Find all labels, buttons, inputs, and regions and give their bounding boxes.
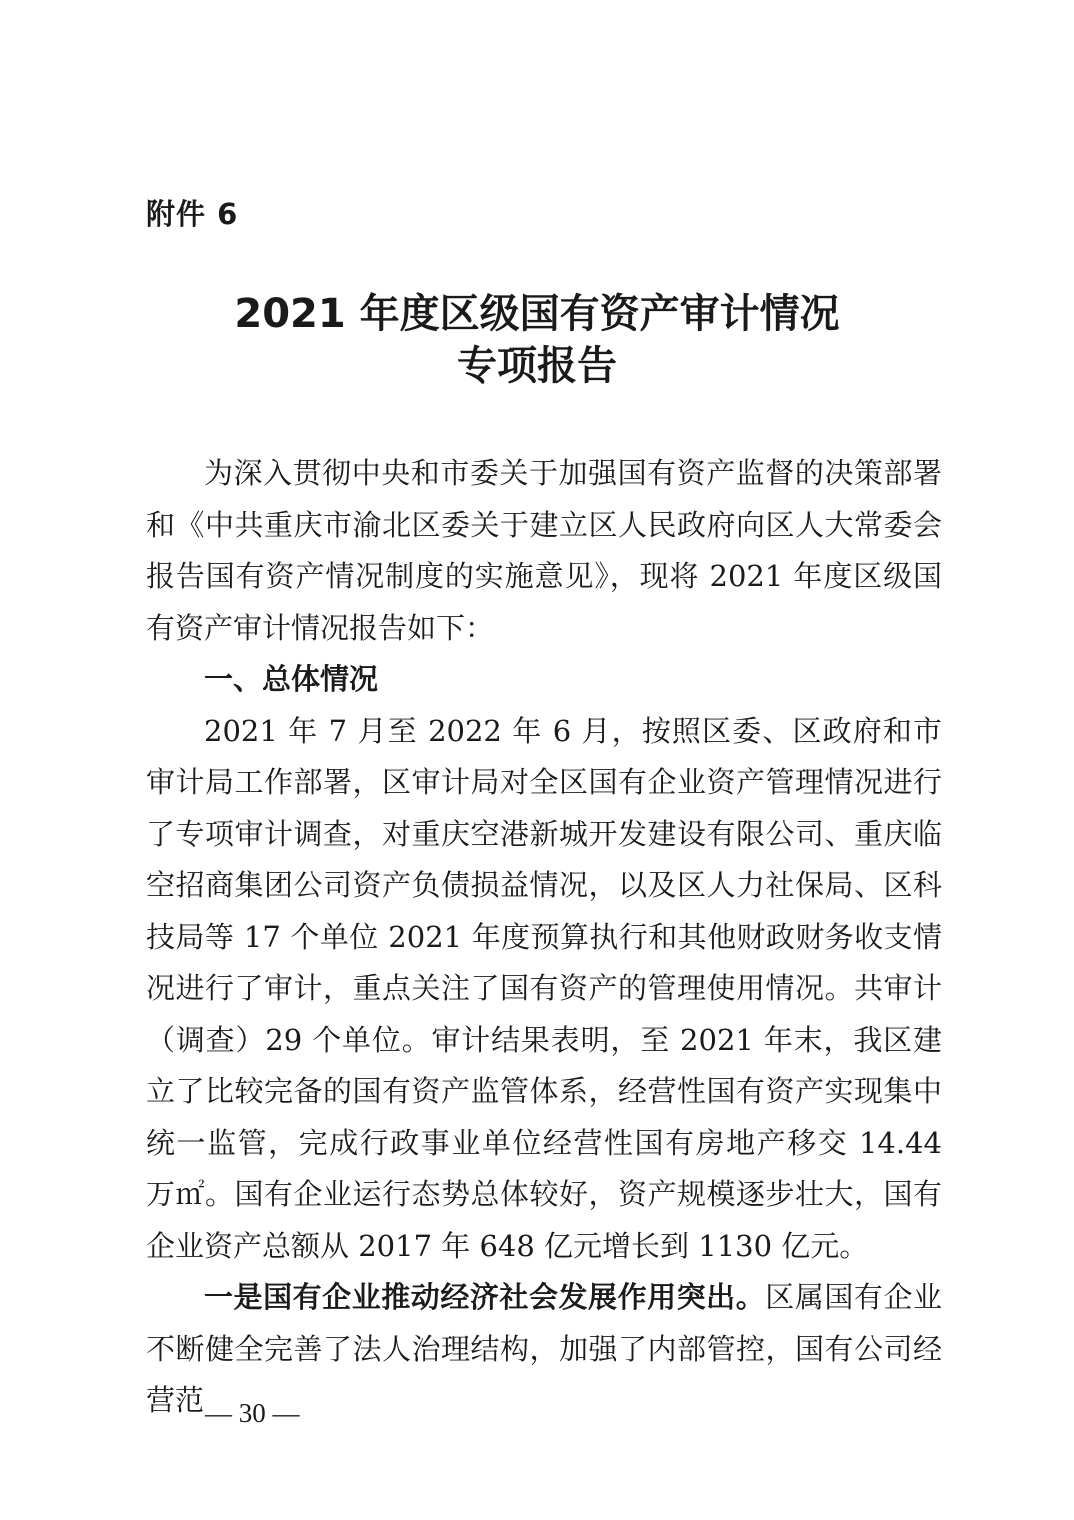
overview-paragraph: 2021 年 7 月至 2022 年 6 月，按照区委、区政府和市审计局工作部署，区审计局对全区国有企业资产管理情况进行了专项审计调查，对重庆空港新城开发建设有限公司、重庆临空招商集团公司资产负债损益情况，以及区人力社保局、区科技局等 17 个单位 2021 年度预算执行和其他财政财务收支情况进行了审计，重点关注了国有资产的管理使用情况。共审计（调查）29 个单位。审计结果表明，至 2021 年末，我区建立了比较完备的国有资产监管体系，经营性国有资产实现集中统一监管，完成行政事业单位经营性国有房地产移交 14.44 万㎡。国有企业运行态势总体较好，资产规模逐步壮大，国有企业资产总额从 2017 年 648 亿元增长到 1130 亿元。: [146, 713, 942, 1263]
document-title: [0, 288, 1074, 392]
point1-text: 区属国有企业不断健全完善了法人治理结构，加强了内部管控，国有公司经营范: [146, 1280, 942, 1417]
document-body: [146, 448, 942, 1427]
title-line-2: 专项报告: [457, 343, 617, 389]
title-line-1: 2021 年度区级国有资产审计情况: [234, 291, 840, 337]
point1-lead: 一是国有企业推动经济社会发展作用突出。: [204, 1280, 766, 1314]
attachment-label: 附件 6: [146, 197, 239, 231]
page-number: — 30 —: [205, 1398, 300, 1428]
section-heading-overview: 一、总体情况: [204, 662, 379, 696]
intro-paragraph: 为深入贯彻中央和市委关于加强国有资产监督的决策部署和《中共重庆市渝北区委关于建立区人民政府向区人大常委会报告国有资产情况制度的实施意见》，现将 2021 年度区级国有资产审计情况报告如下：: [146, 456, 942, 645]
